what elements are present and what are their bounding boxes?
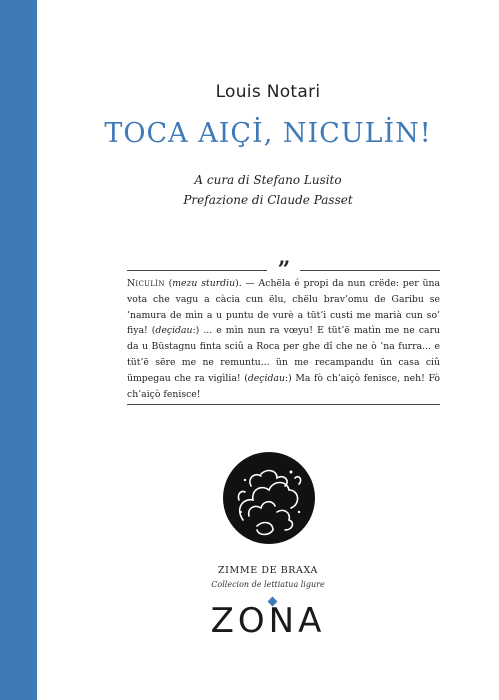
stage-direction: deçidau [155,325,193,337]
stage-direction: deçidau [247,372,285,384]
book-cover [37,0,499,700]
zona-logo [187,598,349,640]
book-title: TOCA AIÇİ, NICULİN! [104,118,432,149]
author-name: Louis Notari [215,82,321,102]
quote-text-part: :) ... e mìn nun ra vœyu! E tüt’ë matìn me ne caru da u Büstagnu finta sciû a Roca per ghe dî che ne ò ’na furra... e tüt’ë sëre me ne remuntu... ün me recampandu ün casa ciû ümpegau che ra vigìlia! ( [127,325,440,384]
cover-spine-band [0,0,37,700]
quote-rule-right [300,270,440,271]
quote-speaker: Niculìn [127,278,165,289]
publisher-name: ZIMME DE BRAXA [217,565,318,576]
smoke-emblem-icon [221,450,317,546]
editor-credit: A cura di Stefano Lusito [194,173,342,187]
quote-rule-left [127,270,267,271]
quote-rule-bottom [127,404,440,405]
stage-direction: mezu sturdiu [172,278,236,289]
logo-text: ZONA [210,601,326,641]
quote-mark-icon: ” [277,257,291,283]
quote-excerpt: Niculìn (mezu sturdiu). — Achëla é propi da nun crëde: per üna vota che vagu a càcia cun ëlu, chëlu brav’omu de Garibu se ’namura de mìn a u puntu de vurè a tüt’i custi me marià cun so’ fiya! (deçidau:) ... e mìn nun ra vœyu! E tüt’ë matìn me ne caru da u Büstagnu finta sciû a Roca per ghe dî che ne ò ’na furra... e tüt’ë sëre me ne remuntu... ün me recampandu ün casa ciû ümpegau che ra vigìlia! (deçidau:) Ma fò ch’aiçò fenisce, neh! Fò ch’aiçò fenisce! [127,278,441,400]
quote-text-part: ). — Achëla é propi da nun crëde: per üna vota che vagu a càcia cun ëlu, chëlu brav’omu de Garibu se ’namura de mìn a u puntu de vurè a tüt’i custi me marià cun so’ fiya! ( [127,278,440,337]
quote-text-part: :) Ma fò ch’aiçò fenisce, neh! Fò ch’aiçò fenisce! [127,372,441,400]
series-name: Collecion de lettiatua ligure [211,580,325,589]
preface-credit: Prefazione di Claude Passet [183,193,353,207]
